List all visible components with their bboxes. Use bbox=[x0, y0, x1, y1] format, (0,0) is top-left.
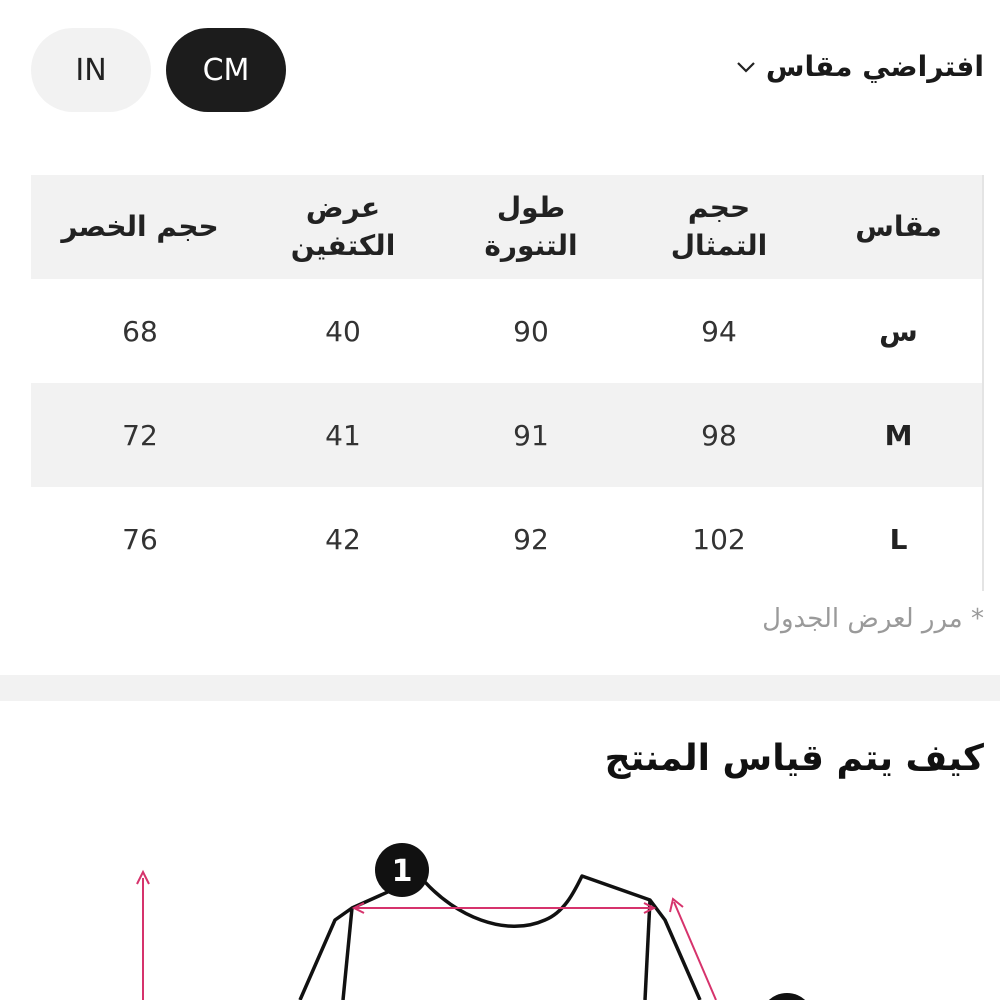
header-shoulder: عرض الكتفين bbox=[249, 175, 437, 279]
header-skirt-length: طول التنورة bbox=[437, 175, 625, 279]
measure-marker-2 bbox=[760, 993, 814, 1000]
size-standard-dropdown[interactable] bbox=[736, 50, 984, 83]
cell-waist: 72 bbox=[31, 383, 249, 487]
table-header-row bbox=[31, 175, 984, 279]
cell-shoulder: 42 bbox=[325, 522, 361, 556]
unit-cm-button[interactable]: CM bbox=[166, 28, 286, 112]
cell-shoulder: 40 bbox=[325, 314, 361, 348]
how-to-measure-title: كيف يتم قياس المنتج bbox=[604, 738, 984, 779]
cell-size: M bbox=[813, 383, 984, 487]
header-size: مقاس bbox=[813, 175, 984, 279]
cell-size: س bbox=[879, 314, 918, 348]
measure-marker-1 bbox=[375, 843, 429, 897]
cell-shoulder: 41 bbox=[249, 383, 437, 487]
scroll-hint: * مرر لعرض الجدول bbox=[762, 604, 984, 634]
size-standard-label: افتراضي مقاس bbox=[765, 50, 984, 83]
garment-outline bbox=[300, 876, 700, 1000]
table-row bbox=[31, 487, 984, 591]
section-divider bbox=[0, 675, 1000, 701]
cell-skirt-length: 92 bbox=[513, 522, 549, 556]
unit-in-button[interactable]: IN bbox=[31, 28, 151, 112]
cell-waist: 68 bbox=[122, 314, 158, 348]
table-row bbox=[31, 383, 984, 487]
cell-skirt-length: 90 bbox=[513, 314, 549, 348]
cell-skirt-length: 91 bbox=[437, 383, 625, 487]
length-arrow bbox=[137, 872, 149, 1000]
cell-bust: 98 bbox=[625, 383, 813, 487]
chevron-down-icon bbox=[736, 60, 756, 74]
cell-size: L bbox=[889, 522, 908, 556]
garment-measure-diagram bbox=[0, 820, 1000, 1000]
cell-waist: 76 bbox=[122, 522, 158, 556]
shoulder-measure-line bbox=[354, 903, 654, 913]
size-table[interactable] bbox=[31, 175, 984, 591]
svg-text:1: 1 bbox=[391, 854, 413, 889]
table-scroll-indicator[interactable] bbox=[982, 175, 984, 591]
header-bust: حجم التمثال bbox=[625, 175, 813, 279]
cell-bust: 102 bbox=[692, 522, 746, 556]
header-waist: حجم الخصر bbox=[31, 175, 249, 279]
unit-toggle bbox=[31, 28, 286, 112]
table-row bbox=[31, 279, 984, 383]
cell-bust: 94 bbox=[701, 314, 737, 348]
